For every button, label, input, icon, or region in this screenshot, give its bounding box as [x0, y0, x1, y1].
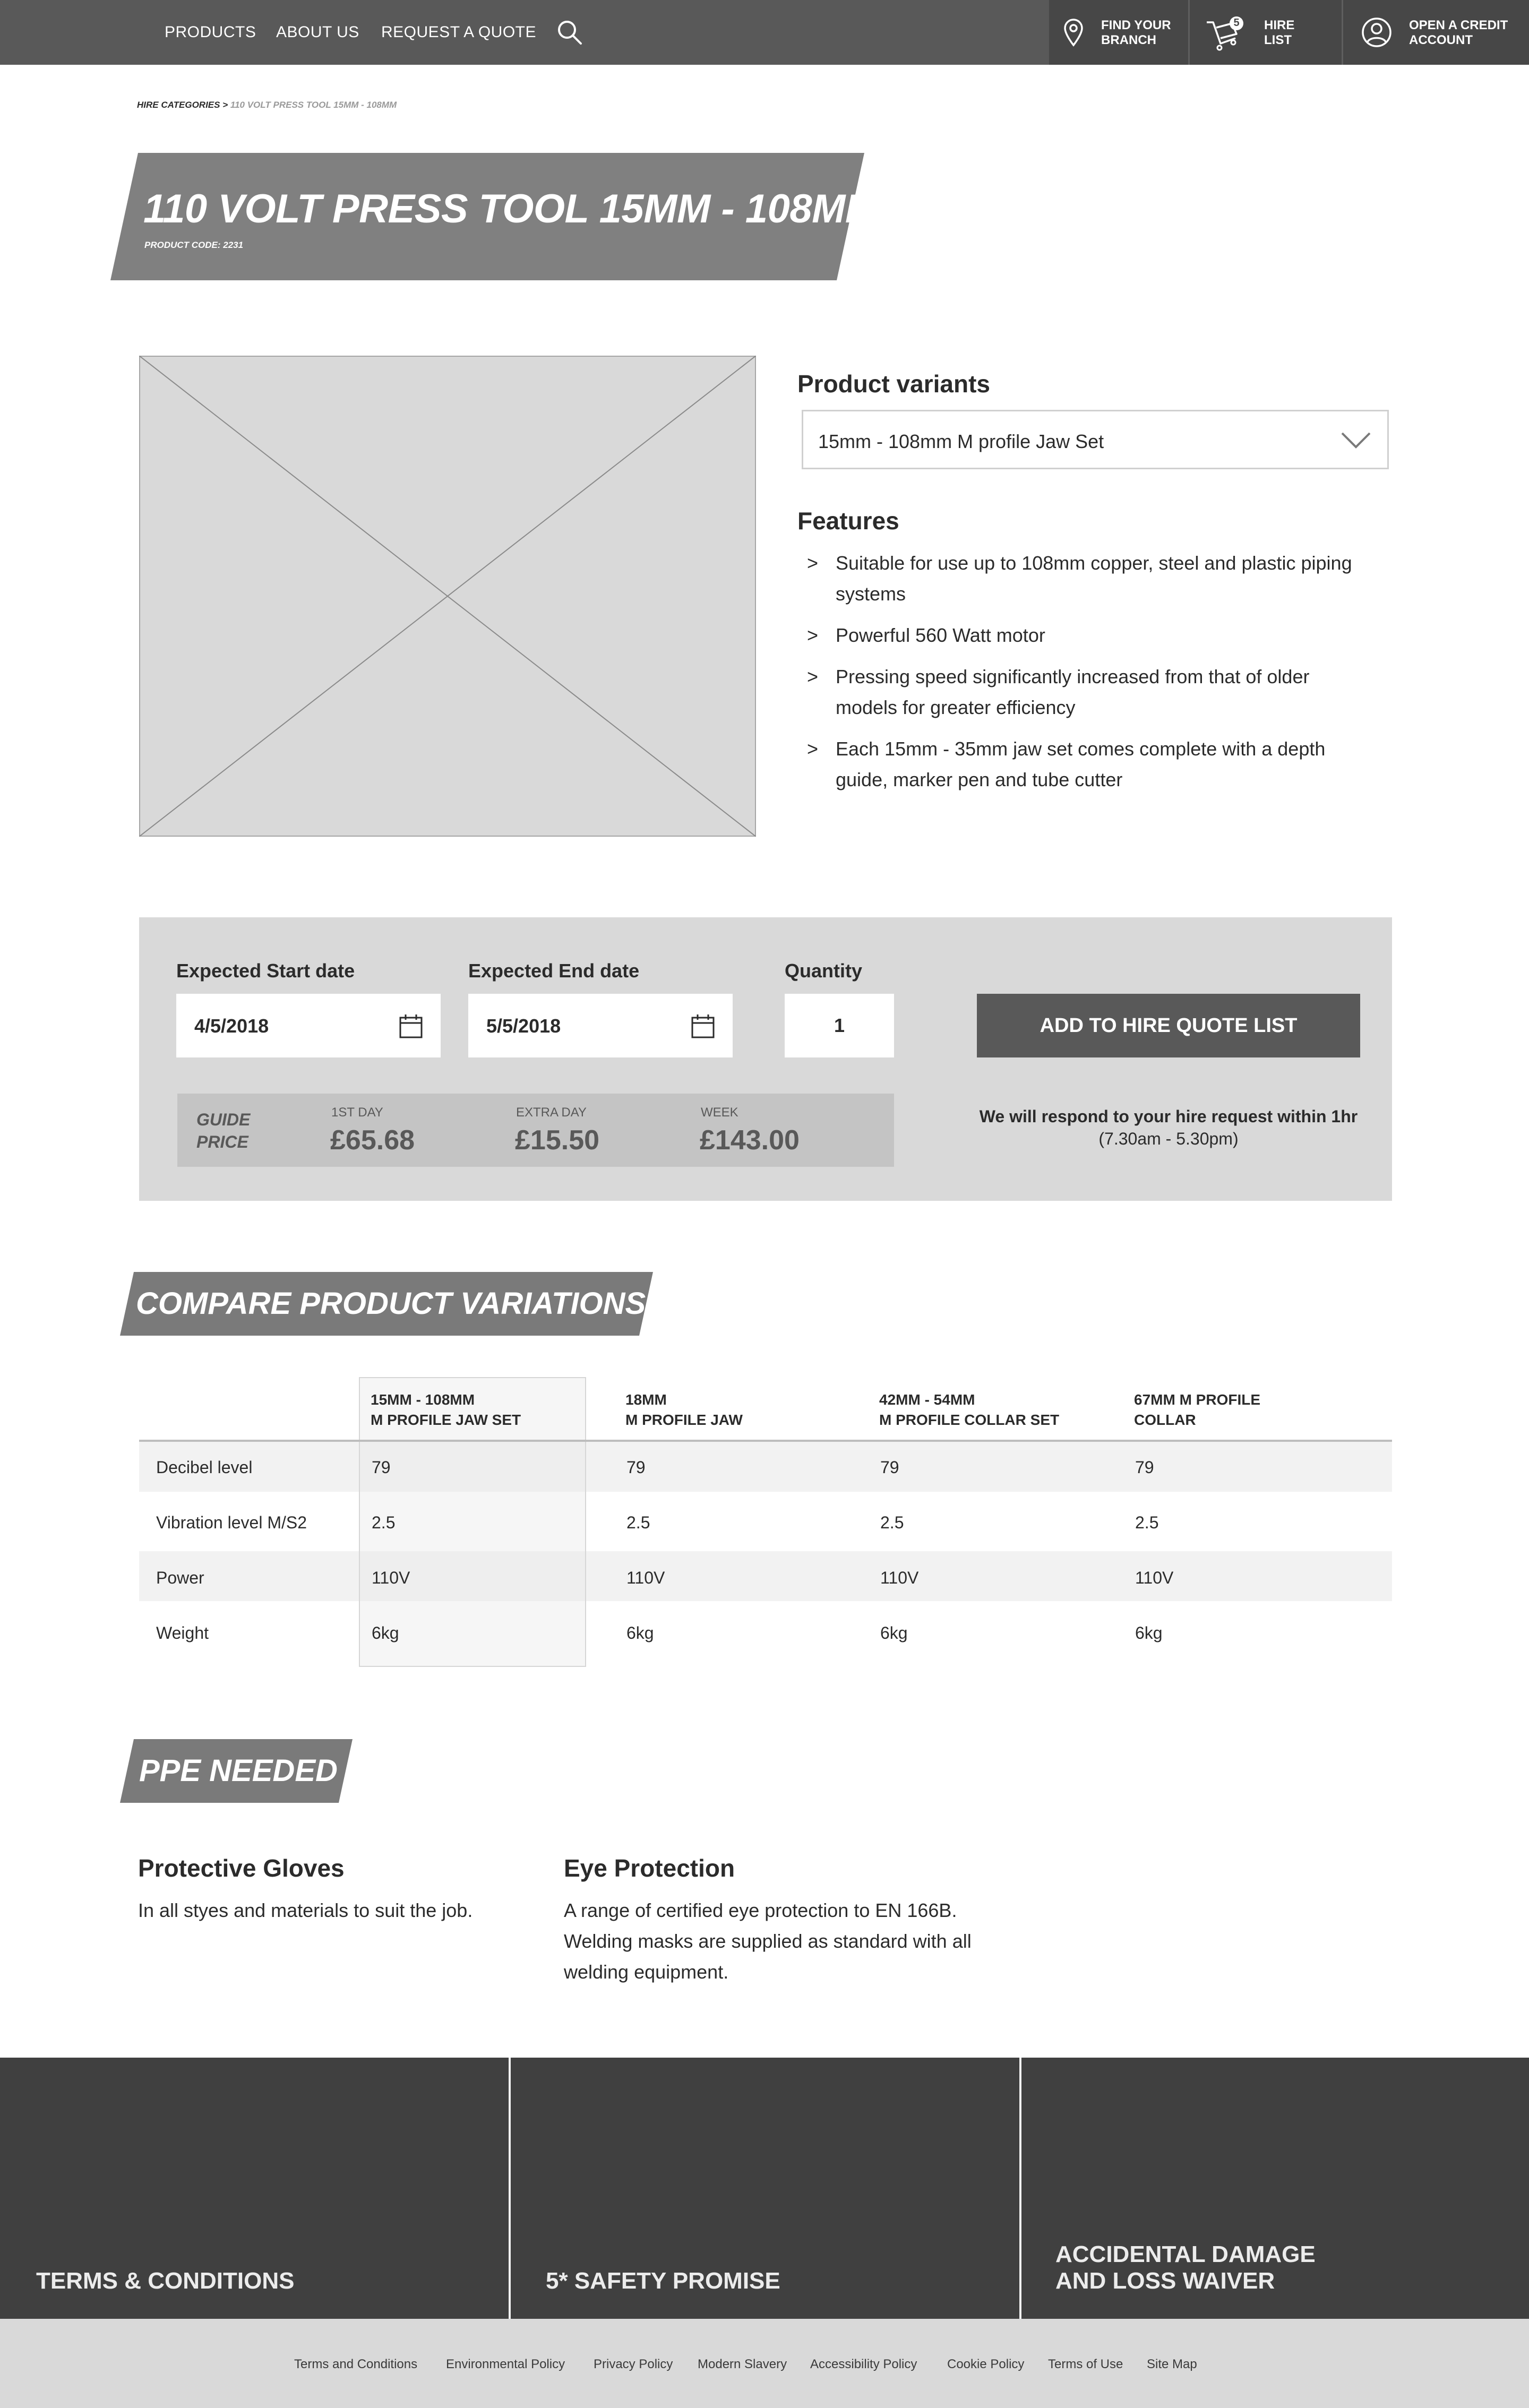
footer-link-privacy[interactable]: Privacy Policy [594, 2357, 673, 2371]
feature-text: Pressing speed significantly increased from that of older models for greater efficiency [836, 666, 1310, 718]
table-header-divider [139, 1440, 1392, 1442]
table-cell: 110V [880, 1568, 919, 1587]
hire-list-count-badge: 5 [1233, 17, 1240, 29]
breadcrumb-hire-categories[interactable]: HIRE CATEGORIES > [137, 100, 228, 110]
table-cell: 110V [626, 1568, 665, 1587]
open-credit-account-button[interactable] [1343, 0, 1529, 65]
table-cell: 79 [1135, 1458, 1154, 1477]
start-date-value: 4/5/2018 [194, 1015, 269, 1037]
search-icon[interactable] [556, 19, 583, 46]
footer-tile-terms[interactable]: TERMS & CONDITIONS [36, 2268, 295, 2294]
footer-tile-safety-promise[interactable]: 5* SAFETY PROMISE [546, 2268, 780, 2294]
add-to-hire-quote-list-button[interactable]: ADD TO HIRE QUOTE LIST [977, 994, 1360, 1057]
table-cell: 2.5 [372, 1513, 396, 1532]
start-date-input[interactable] [176, 994, 441, 1057]
row-label: Decibel level [156, 1458, 253, 1477]
table-cell: 79 [880, 1458, 899, 1477]
compare-heading: COMPARE PRODUCT VARIATIONS [136, 1286, 646, 1321]
feature-bullet: > [807, 738, 819, 760]
row-label: Weight [156, 1623, 209, 1642]
feature-item [807, 548, 1359, 609]
end-date-value: 5/5/2018 [486, 1015, 561, 1037]
feature-item [807, 661, 1359, 723]
hire-list-button[interactable] [1190, 0, 1342, 65]
ppe-item-desc: In all styes and materials to suit the job. [138, 1899, 473, 1921]
selected-cell-bg [360, 1442, 585, 1492]
feature-bullet: > [807, 552, 819, 574]
guide-price-label: GUIDE PRICE [196, 1110, 251, 1151]
feature-text: Powerful 560 Watt motor [836, 624, 1045, 646]
calendar-icon[interactable] [691, 1014, 715, 1038]
credit-account-label: OPEN A CREDIT ACCOUNT [1409, 18, 1508, 47]
footer-tile-divider [509, 2058, 511, 2319]
feature-bullet: > [807, 624, 819, 646]
footer-link-site-map[interactable]: Site Map [1147, 2357, 1197, 2371]
response-time-text: We will respond to your hire request within 1hr [979, 1107, 1358, 1126]
variant-select-value: 15mm - 108mm M profile Jaw Set [818, 431, 1104, 452]
table-cell: 2.5 [626, 1513, 650, 1532]
table-row-bg [139, 1551, 1392, 1601]
end-date-input[interactable] [468, 994, 733, 1057]
variant-select[interactable] [802, 410, 1389, 469]
feature-text: Each 15mm - 35mm jaw set comes complete with a depth guide, marker pen and tube cutter [836, 738, 1326, 790]
footer-link-cookie[interactable]: Cookie Policy [947, 2357, 1025, 2371]
site-header [0, 0, 1529, 65]
table-cell: 6kg [1135, 1623, 1163, 1642]
response-hours: (7.30am - 5.30pm) [1098, 1129, 1239, 1148]
breadcrumb-current: 110 VOLT PRESS TOOL 15MM - 108MM [230, 100, 397, 110]
user-circle-icon [1361, 17, 1392, 48]
table-header: 15MM - 108MM M PROFILE JAW SET [371, 1391, 521, 1428]
table-header: 42MM - 54MM M PROFILE COLLAR SET [879, 1391, 1060, 1428]
feature-item [807, 620, 1359, 651]
price-value-week: £143.00 [700, 1125, 800, 1156]
table-cell: 6kg [626, 1623, 654, 1642]
footer-link-modern-slavery[interactable]: Modern Slavery [698, 2357, 787, 2371]
table-cell: 79 [626, 1458, 646, 1477]
hire-list-label: HIRE LIST [1264, 18, 1295, 47]
table-cell: 79 [372, 1458, 391, 1477]
find-branch-button[interactable] [1049, 0, 1188, 65]
response-time-note [977, 1105, 1360, 1150]
table-header: 18MM M PROFILE JAW [625, 1391, 743, 1428]
footer-link-terms[interactable]: Terms and Conditions [294, 2357, 418, 2371]
table-cell: 6kg [372, 1623, 399, 1642]
ppe-item-title: Eye Protection [564, 1854, 735, 1882]
footer-tile-damage-waiver[interactable]: ACCIDENTAL DAMAGE AND LOSS WAIVER [1055, 2241, 1316, 2294]
footer-link-accessibility[interactable]: Accessibility Policy [810, 2357, 917, 2371]
nav-about-us[interactable]: ABOUT US [276, 23, 359, 41]
find-branch-label: FIND YOUR BRANCH [1101, 18, 1171, 47]
price-caption-extra-day: EXTRA DAY [516, 1105, 587, 1120]
image-placeholder-cross [139, 356, 756, 837]
price-value-first-day: £65.68 [330, 1125, 415, 1156]
table-cell: 110V [1135, 1568, 1174, 1587]
ppe-item-desc: A range of certified eye protection to EN 166B. Welding masks are supplied as standard with all welding equipment. [564, 1899, 972, 1983]
footer-link-terms-of-use[interactable]: Terms of Use [1048, 2357, 1123, 2371]
nav-products[interactable]: PRODUCTS [165, 23, 256, 41]
chevron-down-icon [1341, 431, 1371, 450]
product-image-placeholder [139, 356, 756, 837]
quantity-input[interactable]: 1 [785, 994, 894, 1057]
table-cell: 110V [372, 1568, 410, 1587]
feature-item [807, 734, 1359, 795]
feature-text: Suitable for use up to 108mm copper, steel and plastic piping systems [836, 552, 1352, 605]
footer-tile-divider [1019, 2058, 1021, 2319]
table-cell: 2.5 [1135, 1513, 1159, 1532]
nav-request-quote[interactable]: REQUEST A QUOTE [381, 23, 537, 41]
price-caption-week: WEEK [701, 1105, 738, 1120]
footer-link-environmental[interactable]: Environmental Policy [446, 2357, 565, 2371]
product-code: PRODUCT CODE: 2231 [144, 240, 244, 250]
breadcrumb [137, 100, 397, 110]
ppe-item-title: Protective Gloves [138, 1854, 345, 1882]
table-row-bg [139, 1442, 1392, 1492]
features-heading: Features [797, 507, 899, 535]
table-cell: 6kg [880, 1623, 908, 1642]
row-label: Power [156, 1568, 204, 1587]
ppe-heading: PPE NEEDED [139, 1753, 338, 1788]
table-header: 67MM M PROFILE COLLAR [1134, 1391, 1261, 1428]
quantity-label: Quantity [785, 960, 863, 982]
calendar-icon[interactable] [399, 1014, 423, 1038]
start-date-label: Expected Start date [176, 960, 355, 982]
price-caption-first-day: 1ST DAY [331, 1105, 383, 1120]
location-pin-icon [1063, 18, 1084, 47]
page-title: 110 VOLT PRESS TOOL 15MM - 108MM [143, 186, 879, 231]
table-cell: 2.5 [880, 1513, 904, 1532]
end-date-label: Expected End date [468, 960, 640, 982]
price-value-extra-day: £15.50 [515, 1125, 600, 1156]
feature-bullet: > [807, 666, 819, 687]
row-label: Vibration level M/S2 [156, 1513, 307, 1532]
product-variants-heading: Product variants [797, 370, 990, 398]
